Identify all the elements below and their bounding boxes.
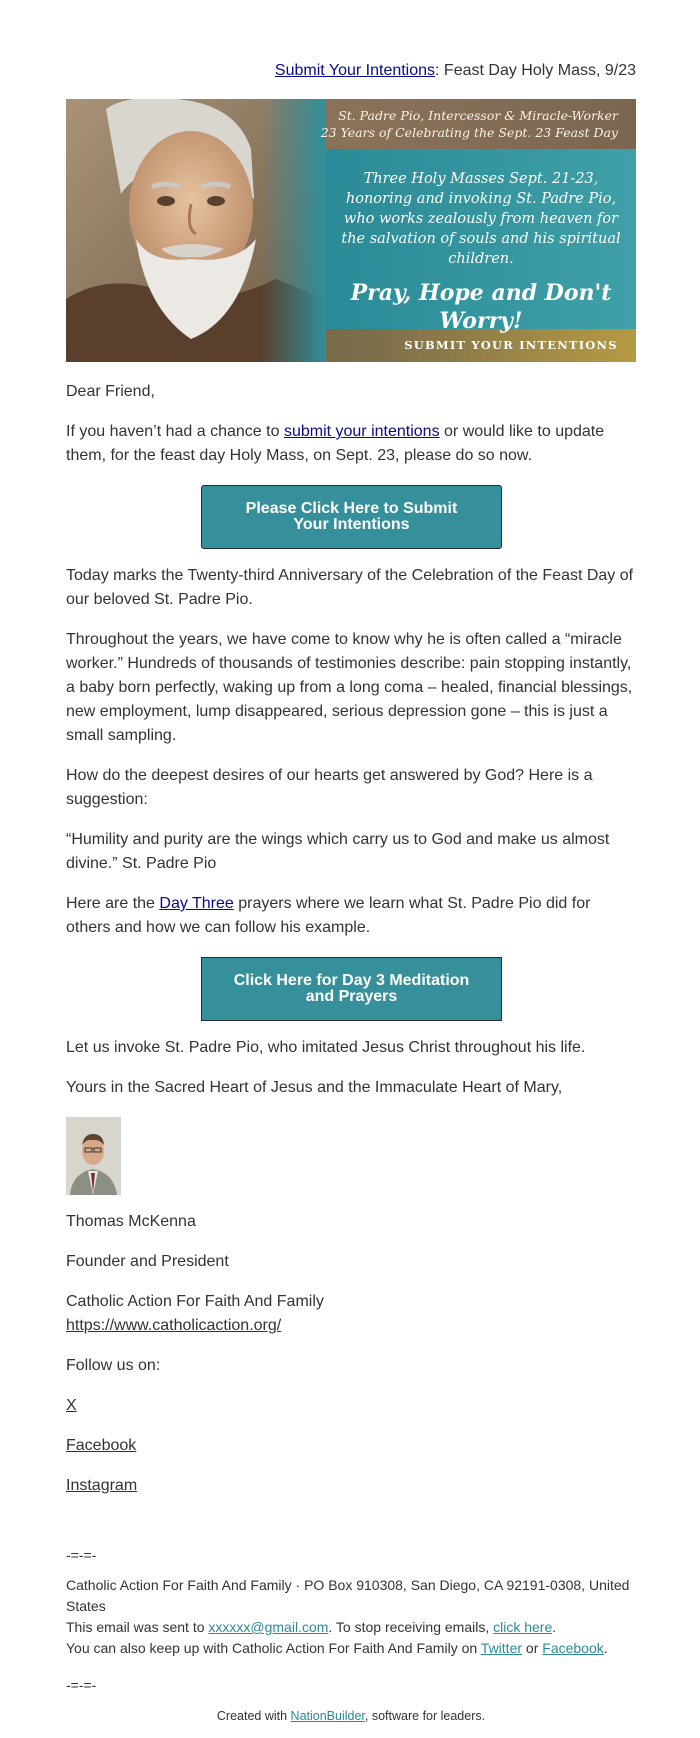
greeting: Dear Friend, — [66, 383, 155, 400]
created-after: , software for leaders. — [364, 1709, 486, 1723]
footer-text — [66, 1575, 636, 1659]
intro-text-after: or would like to update them, for the feast day Holy Mass, on Sept. 23, please do so now. — [66, 423, 605, 464]
banner-line1: St. Padre Pio, Intercessor & Miracle-Worker — [338, 108, 618, 123]
unsubscribe-link[interactable]: click here — [493, 1619, 553, 1635]
footer-sent-before: This email was sent to — [66, 1619, 209, 1635]
day3-meditation-button[interactable]: Click Here for Day 3 Meditation and Prayers — [201, 957, 502, 1021]
day-three-text-before: Here are the — [66, 895, 160, 912]
hero-banner[interactable] — [66, 99, 636, 362]
day-three-text-after: prayers where we learn what St. Padre Pio did for others and how we can follow his example. — [66, 895, 591, 936]
banner-line2: 23 Years of Celebrating the Sept. 23 Feast Day — [320, 125, 618, 140]
footer-keep-after: . — [603, 1640, 608, 1656]
intro-paragraph — [66, 420, 636, 468]
invoke-paragraph: Let us invoke St. Padre Pio, who imitated Jesus Christ throughout his life. — [66, 1039, 586, 1056]
footer-sent-line — [66, 1617, 636, 1638]
closing-paragraph: Yours in the Sacred Heart of Jesus and the Immaculate Heart of Mary, — [66, 1079, 563, 1096]
footer-keep-or: or — [522, 1640, 543, 1656]
submit-intentions-link[interactable]: submit your intentions — [283, 423, 440, 440]
follow-us-label: Follow us on: — [66, 1357, 161, 1374]
anniversary-paragraph: Today marks the Twenty-third Anniversary of the Celebration of the Feast Day of our beloved St. Padre Pio. — [66, 567, 634, 608]
signer-title: Founder and President — [66, 1253, 229, 1270]
intro-text-before: If you haven’t had a chance to — [66, 423, 284, 440]
padre-pio-portrait — [66, 99, 326, 362]
footer-twitter-link[interactable]: Twitter — [480, 1640, 523, 1656]
banner-tagline: Pray, Hope and Don't Worry! — [350, 280, 612, 334]
miracle-paragraph: Throughout the years, we have come to know why he is often called a “miracle worker.” Hundreds of thousands of testimonies describe: pain stopping instantly, a baby born perfectly, waking up from a long coma – healed, financial blessings, new employment, lump disappeared, serious depression gone – this is just a small sampling. — [66, 631, 633, 744]
x-link[interactable]: X — [66, 1397, 77, 1414]
footer-separator-bottom: -=-=- — [66, 1677, 97, 1693]
footer-sent-middle: . To stop receiving emails, — [328, 1619, 494, 1635]
submit-intentions-header-link[interactable]: Submit Your Intentions — [274, 62, 436, 79]
footer-sent-after: . — [552, 1619, 557, 1635]
footer-address: Catholic Action For Faith And Family · PO Box 910308, San Diego, CA 92191-0308, United States — [66, 1577, 630, 1614]
quote-paragraph: “Humility and purity are the wings which carry us to God and make us almost divine.” St. Padre Pio — [66, 831, 610, 872]
day-three-link[interactable]: Day Three — [159, 895, 234, 912]
facebook-link[interactable]: Facebook — [66, 1437, 137, 1454]
question-paragraph: How do the deepest desires of our hearts get answered by God? Here is a suggestion: — [66, 767, 593, 808]
headshot-image — [66, 1117, 121, 1195]
created-with-line — [66, 1704, 636, 1728]
organization-website-link[interactable]: https://www.catholicaction.org/ — [66, 1317, 282, 1334]
created-before: Created with — [216, 1709, 291, 1723]
banner-subtitle — [318, 107, 618, 141]
banner-cta[interactable]: SUBMIT YOUR INTENTIONS — [404, 338, 618, 352]
footer-separator-top: -=-=- — [66, 1547, 97, 1563]
instagram-link[interactable]: Instagram — [66, 1477, 138, 1494]
nationbuilder-link[interactable]: NationBuilder — [290, 1709, 365, 1723]
banner-main-text: Three Holy Masses Sept. 21-23, honoring and invoking St. Padre Pio, who works zealously from heaven for the salvation of souls and his spiritual children. — [341, 171, 621, 267]
organization-name: Catholic Action For Faith And Family — [66, 1293, 324, 1310]
footer-keep-before: You can also keep up with Catholic Action For Faith And Family on — [66, 1640, 481, 1656]
footer-facebook-link[interactable]: Facebook — [542, 1640, 604, 1656]
day-three-paragraph — [66, 892, 636, 940]
signature-headshot — [66, 1117, 121, 1195]
header-line — [275, 60, 636, 82]
signer-name: Thomas McKenna — [66, 1213, 196, 1230]
recipient-email-link[interactable]: xxxxxx@gmail.com — [208, 1619, 329, 1635]
footer-social-line — [66, 1638, 636, 1659]
submit-intentions-button[interactable]: Please Click Here to Submit Your Intentions — [201, 485, 502, 549]
header-line-rest: : Feast Day Holy Mass, 9/23 — [435, 62, 636, 79]
